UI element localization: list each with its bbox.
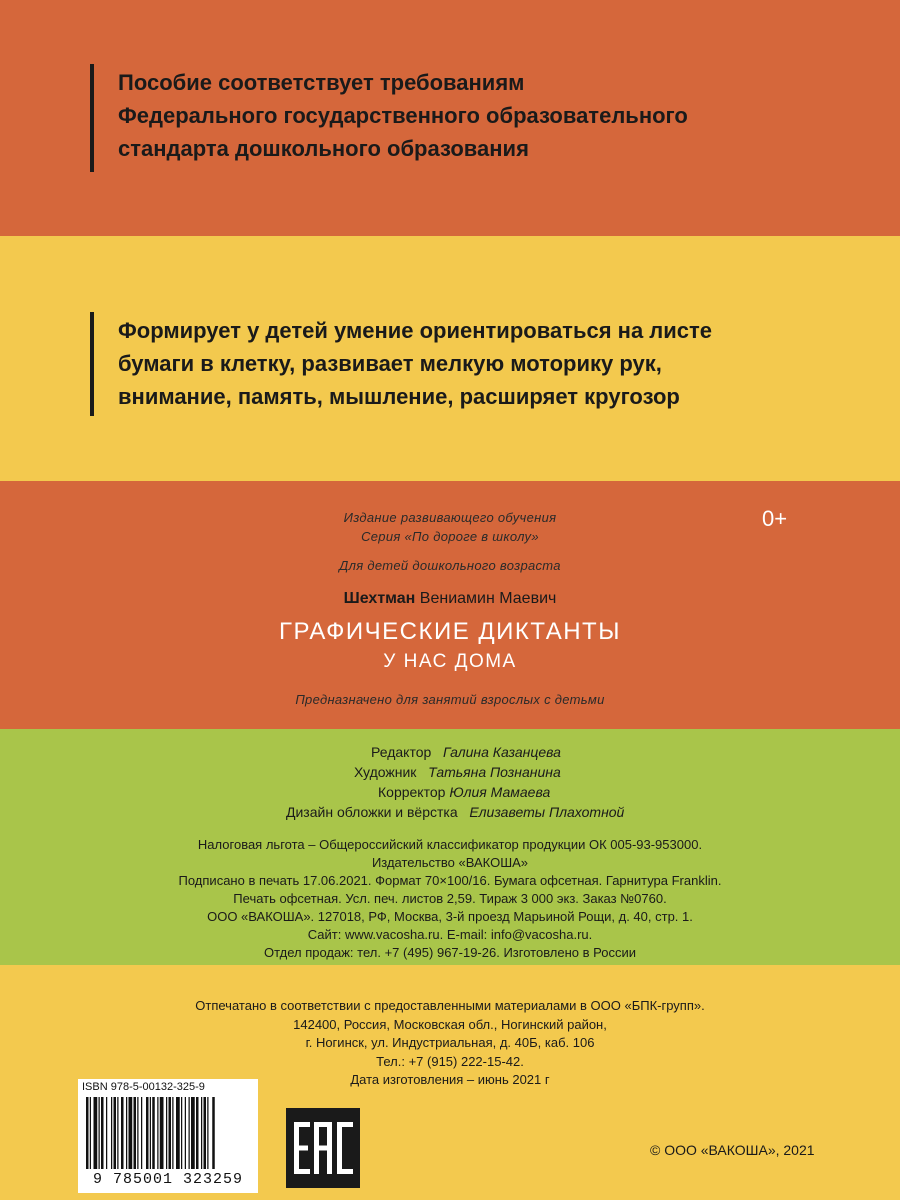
imprint-line: Налоговая льгота – Общероссийский классификатор продукции ОК 005-93-953000. <box>197 837 703 852</box>
imprint-block <box>0 836 900 962</box>
text-line: Пособие соответствует требованиям <box>118 70 525 95</box>
isbn-label: ISBN 978-5-00132-325-9 <box>82 1081 205 1093</box>
imprint-line: Издательство «ВАКОША» <box>371 855 529 870</box>
printing-line: Дата изготовления – июнь 2021 г <box>350 1072 550 1087</box>
printing-line: Отпечатано в соответствии с предоставленными материалами в ООО «БПК-групп». <box>195 998 705 1013</box>
benefits-text <box>118 314 712 413</box>
imprint-line: Отдел продаж: тел. +7 (495) 967-19-26. Изготовлено в России <box>263 945 637 960</box>
copyright: © ООО «ВАКОША», 2021 <box>650 1142 815 1158</box>
age-rating: 0+ <box>762 506 788 531</box>
printing-line: Тел.: +7 (915) 222-15-42. <box>376 1053 524 1069</box>
imprint-line: ООО «ВАКОША». 127018, РФ, Москва, 3-й проезд Марьиной Рощи, д. 40, стр. 1. <box>207 909 693 924</box>
credit-editor: Редактор Галина Казанцева <box>371 744 561 760</box>
accent-bar-1 <box>90 64 94 172</box>
edition-type: Издание развивающего обучения <box>343 510 557 525</box>
isbn-digits: 9 785001 323259 <box>92 1171 244 1188</box>
printing-block <box>0 997 900 1090</box>
accent-bar-2 <box>90 312 94 416</box>
text-line: стандарта дошкольного образования <box>118 136 529 161</box>
book-subtitle: У НАС ДОМА <box>383 651 517 672</box>
book-title: ГРАФИЧЕСКИЕ ДИКТАНТЫ <box>279 618 621 645</box>
printing-line: 142400, Россия, Московская обл., Ногинский район, <box>293 1016 607 1032</box>
text-line: Федерального государственного образовательного <box>118 103 688 128</box>
imprint-line: Сайт: www.vacosha.ru. E-mail: info@vacosha.ru. <box>307 927 593 942</box>
text-line: Формирует у детей умение ориентироваться на листе <box>118 318 713 343</box>
eac-certification-icon <box>286 1108 360 1188</box>
author <box>0 590 900 608</box>
imprint-line: Печать офсетная. Усл. печ. листов 2,59. Тираж 3 000 экз. Заказ №0760. <box>233 891 667 906</box>
series-name: Серия «По дороге в школу» <box>361 529 539 544</box>
isbn-barcode-box <box>78 1079 258 1193</box>
credit-proofreader: Корректор Юлия Мамаева <box>378 784 551 800</box>
text-line: внимание, память, мышление, расширяет кругозор <box>118 384 680 409</box>
author-name: Вениамин Маевич <box>419 590 557 607</box>
imprint-line: Подписано в печать 17.06.2021. Формат 70×100/16. Бумага офсетная. Гарнитура Franklin. <box>178 873 722 888</box>
standard-compliance-text <box>118 66 688 165</box>
barcode-icon <box>84 1097 252 1169</box>
text-line: бумаги в клетку, развивает мелкую моторику рук, <box>118 351 662 376</box>
credit-designer: Дизайн обложки и вёрстка Елизаветы Плахотной <box>286 804 625 820</box>
audience: Для детей дошкольного возраста <box>339 558 561 573</box>
printing-line: г. Ногинск, ул. Индустриальная, д. 40Б, каб. 106 <box>305 1035 595 1050</box>
credit-illustrator: Художник Татьяна Познанина <box>354 764 561 780</box>
purpose-note: Предназначено для занятий взрослых с детьми <box>295 692 605 707</box>
author-surname: Шехтман <box>343 590 416 607</box>
